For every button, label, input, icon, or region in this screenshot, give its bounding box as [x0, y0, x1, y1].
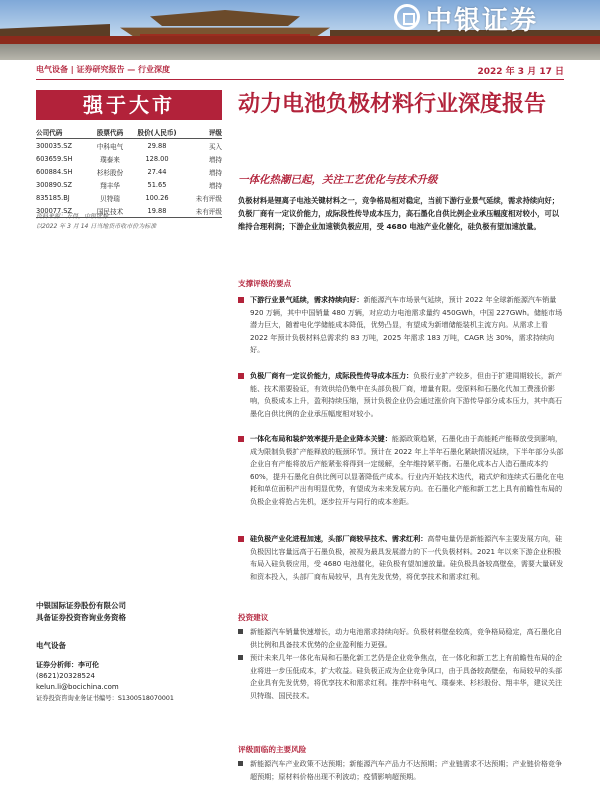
analyst-name: 李可伦 — [78, 661, 99, 669]
analyst-label: 证券分析师： — [36, 661, 78, 669]
key-point — [238, 433, 564, 508]
boc-logo-icon — [394, 4, 420, 30]
courtyard — [0, 44, 600, 60]
col-header-price: 股价(人民币) — [132, 126, 182, 139]
key-point — [238, 533, 564, 583]
bullet-square-icon — [238, 373, 244, 379]
stock-price: 19.88 — [132, 204, 182, 218]
key-point-text: 负极行业扩产较多，但由于扩建周期较长，新产能、技术需要验证，有效供给仍集中在头部负极厂商，增量有限。受原料和石墨化代加工费涨价影响，负极成本上升，盈利持续压缩，预计负极企业仍会通过涨价向下游传导部分成本压力，其中高石墨化自供比例的企业承压幅度相对较小。 — [250, 371, 563, 418]
key-point-text: 高带电量仍是新能源汽车主要发展方向，硅负极因比容量远高于石墨负极，被视为最具发展潜力的下一代负极材料。2021 年以来下游企业积极布局入硅负极应用，受 4680 电池催化，硅负极有望加速放量。硅负极具备较高壁垒，需要大量研发和资本投入，头部厂商布局较早，具有先发优势，将优享技术和需求红利。 — [250, 534, 564, 581]
stock-code: 300077.SZ — [36, 204, 88, 218]
stock-code: 835185.BJ — [36, 193, 70, 202]
rating-badge: 强于大市 — [36, 90, 222, 120]
risk-point — [238, 758, 564, 783]
bullet-square-icon — [238, 297, 244, 303]
table-row — [36, 191, 222, 204]
analyst-phone: (8621)20328524 — [36, 672, 95, 680]
investment-point — [238, 652, 564, 702]
stock-table — [36, 126, 222, 218]
table-row — [36, 139, 222, 153]
bullet-square-icon — [238, 536, 244, 542]
key-point-lead: 一体化布局和装炉效率提升是企业降本关键： — [250, 434, 392, 443]
brand-logo-text: 中银证券 — [426, 6, 539, 36]
price-basis-note: 以2022 年 3 月 14 日当地货币收市价为标准 — [36, 223, 157, 230]
analyst-info — [36, 660, 222, 704]
stock-price: 128.00 — [145, 154, 169, 163]
header-banner — [0, 0, 600, 60]
key-point — [238, 294, 564, 357]
analyst-email: kelun.li@bocichina.com — [36, 683, 119, 691]
stock-price: 27.44 — [147, 167, 167, 176]
risk-text: 新能源汽车产业政策不达预期；新能源汽车产品力不达预期；产业链需求不达预期；产业链价格竞争超预期；原材料价格出现不利波动；疫情影响超预期。 — [250, 759, 563, 781]
col-header-code: 公司代码 — [36, 126, 88, 139]
table-header-row — [36, 126, 222, 139]
bullet-square-icon — [238, 436, 244, 442]
stock-code: 300035.SZ — [36, 141, 72, 150]
stock-name: 贝特瑞 — [100, 194, 120, 203]
key-point-lead: 下游行业景气延续，需求持续向好： — [250, 295, 364, 304]
stock-name: 中科电气 — [96, 142, 124, 151]
bullet-square-icon — [238, 655, 243, 660]
stock-price: 29.88 — [147, 141, 167, 150]
table-row — [36, 178, 222, 191]
bullet-square-icon — [238, 629, 243, 634]
stock-rating: 未有评级 — [195, 194, 222, 203]
bullet-square-icon — [238, 761, 243, 766]
stock-code: 600884.SH — [36, 167, 73, 176]
table-source-note — [36, 212, 222, 232]
stock-code: 300890.SZ — [36, 180, 72, 189]
stock-name: 翔丰华 — [100, 181, 120, 190]
company-qualification: 具备证券投资咨询业务资格 — [36, 613, 126, 622]
investment-text: 新能源汽车销量快速增长，动力电池需求持续向好。负极材料壁垒较高，竞争格局稳定，高石墨化自供比例和具备技术优势的企业盈利能力更强。 — [250, 627, 563, 649]
sector-desk: 电气设备 — [36, 641, 66, 650]
report-title: 动力电池负极材料行业深度报告 — [238, 91, 547, 117]
stock-price: 51.65 — [147, 180, 167, 189]
stock-rating: 增持 — [208, 155, 222, 164]
key-point-lead: 负极厂商有一定议价能力，成际段性传导成本压力： — [250, 371, 414, 380]
stock-name: 国民技术 — [88, 204, 132, 218]
key-point-text: 新能源汽车市场景气延续，预计 2022 年全球新能源汽车销量 920 万辆，其中中国销量 480 万辆，对应动力电池需求量约 450GWh，中国 227GWh。储能市场潜力巨大，随着电化学储能成本降低，优势凸显，有望成为新增储能装机主流方向。从需求上看 2022 年预计负极材料总需求约 83 万吨，2025 年需求 183 万吨，CAGR 达 30%，需求持续向好。 — [250, 295, 563, 354]
stock-rating: 增持 — [208, 181, 222, 190]
stock-rating: 增持 — [208, 168, 222, 177]
col-header-name: 股票代码 — [88, 126, 132, 139]
stock-rating: 买入 — [208, 142, 222, 151]
company-name: 中银国际证券股份有限公司 — [36, 601, 126, 610]
section-heading-risks: 评级面临的主要风险 — [238, 745, 307, 754]
company-info — [36, 600, 222, 624]
breadcrumb: 电气设备 | 证券研究报告 — 行业深度 — [36, 65, 171, 74]
stock-price: 100.26 — [145, 193, 169, 202]
section-heading-key-points: 支撑评级的要点 — [238, 279, 292, 288]
investment-text: 预计未来几年一体化布局和石墨化新工艺仍是企业竞争焦点，在一体化和新工艺上有前瞻性布局的企业将进一步压低成本，扩大收益。硅负极正成为企业竞争风口，由于具备较高壁垒，布局较早的头部企业具有先发优势，将优享技术和需求红利。推荐中科电气、璞泰来、杉杉股份、翔丰华，建议关注贝特瑞、国民技术。 — [250, 653, 563, 700]
source-note: 资料来源：万得，中银证券 — [36, 213, 109, 220]
stock-name: 杉杉股份 — [96, 168, 124, 177]
key-point-lead: 硅负极产业化进程加速，头部厂商较早技术、需求红利： — [250, 534, 428, 543]
stock-code: 603659.SH — [36, 154, 73, 163]
stock-rating: 未有评级 — [182, 204, 222, 218]
key-point-text: 能源政策趋紧，石墨化由于高能耗产能释放受到影响，成为限制负极扩产能释放的瓶颈环节。预计在 2022 年上半年石墨化紧缺情况延续，下半年部分头部企业自有产能将放后产能紧张将得到一定缓解，全年维持紧平衡。石墨化成本占人造石墨成本约 60%，提升石墨化自供比例可以显著降低产成本。行业内开始技术迭代，箱式炉和连续式石墨化在电耗和单位面积产出有明显优势，有望成为未来发展方向。在石墨化产能和新工艺上具有前瞻性布局的负极企业将抢占先机，逐步拉开与同行的成本差距。 — [250, 434, 564, 506]
col-header-rating: 评级 — [182, 126, 222, 139]
table-row — [36, 152, 222, 165]
section-heading-investment: 投资建议 — [238, 613, 269, 622]
key-point — [238, 370, 564, 420]
summary-paragraph: 负极材料是锂离子电池关键材料之一，竞争格局相对稳定，当前下游行业景气延续，需求持续向好；负极厂商有一定议价能力，成际段性传导成本压力，高石墨化自供比例企业承压幅度相对较小，可以维持合理利润；下游企业加速锁负极应用，受 4680 电池产业化催化，硅负极有望加速放量。 — [238, 196, 560, 231]
stock-name: 璞泰来 — [100, 155, 120, 164]
breadcrumb-bar — [36, 62, 564, 80]
investment-point — [238, 626, 564, 651]
table-row — [36, 165, 222, 178]
report-date: 2022 年 3 月 17 日 — [477, 67, 564, 77]
analyst-cert: 证券投资咨询业务证书编号：S1300518070001 — [36, 695, 174, 702]
report-subtitle: 一体化热潮已起，关注工艺优化与技术升级 — [238, 174, 438, 186]
